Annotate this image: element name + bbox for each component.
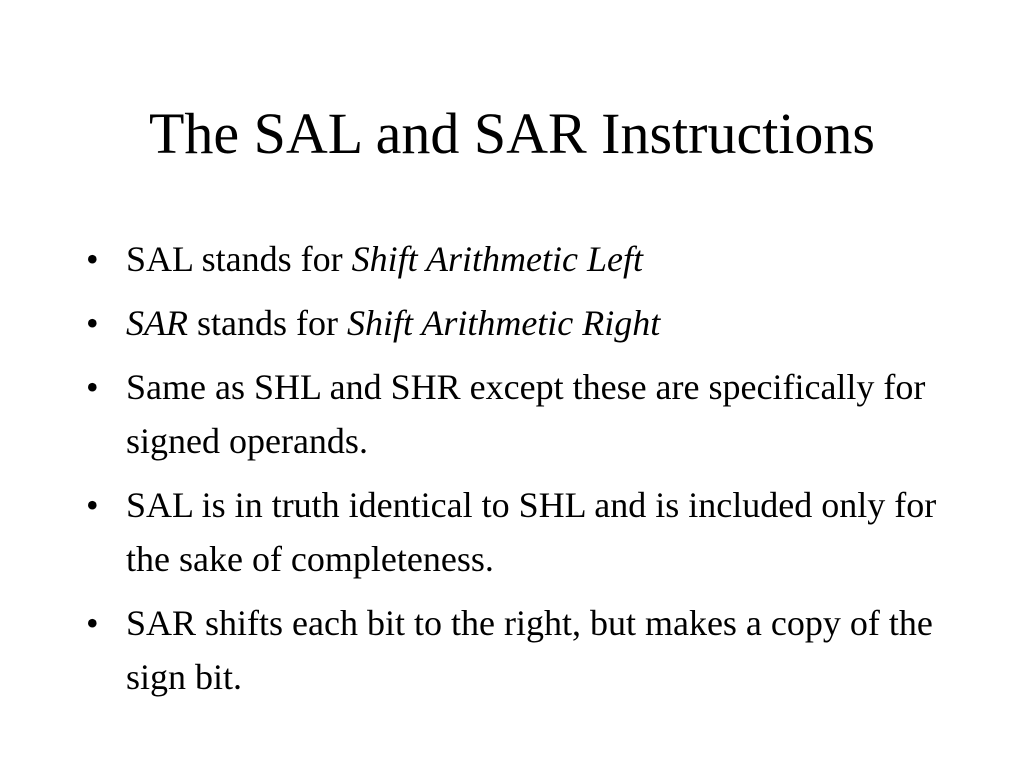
bullet-marker: • xyxy=(86,485,99,525)
bullet-text-segment-italic: Shift Arithmetic Left xyxy=(351,239,643,279)
bullet-item xyxy=(84,596,964,704)
bullet-text: SAL is in truth identical to SHL and is included only for the sake of completeness. xyxy=(126,485,937,579)
bullet-item xyxy=(84,296,964,350)
bullet-item xyxy=(84,478,964,586)
slide-title: The SAL and SAR Instructions xyxy=(148,101,876,166)
bullet-marker: • xyxy=(86,303,99,343)
bullet-text xyxy=(126,239,643,279)
bullet-item xyxy=(84,232,964,286)
bullet-text: SAR shifts each bit to the right, but makes a copy of the sign bit. xyxy=(126,603,933,697)
bullet-text-segment: stands for xyxy=(187,303,347,343)
bullet-text-segment-italic: SAR xyxy=(126,303,188,343)
bullet-marker: • xyxy=(86,603,99,643)
bullet-text xyxy=(126,303,660,343)
bullet-list xyxy=(84,232,964,714)
bullet-text: Same as SHL and SHR except these are specifically for signed operands. xyxy=(126,367,926,461)
bullet-marker: • xyxy=(86,239,99,279)
bullet-item xyxy=(84,360,964,468)
bullet-text-segment-italic: Shift Arithmetic Right xyxy=(346,303,661,343)
bullet-text-segment: SAL stands for xyxy=(126,239,352,279)
bullet-marker: • xyxy=(86,367,99,407)
